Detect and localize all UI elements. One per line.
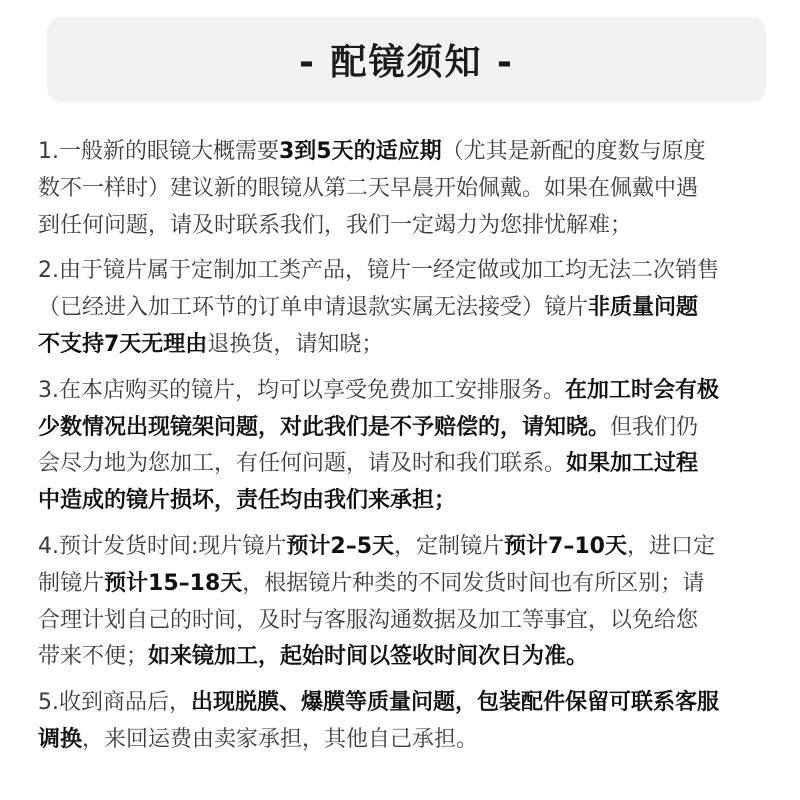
body-text: 退换货，请知晓；: [207, 331, 384, 357]
body-text: 1.一般新的眼镜大概需要: [38, 139, 279, 164]
emphasized-text: 在加工时会有极: [565, 377, 720, 403]
body-text: 制镜片: [38, 570, 105, 596]
text-line: [38, 483, 788, 520]
body-text: 数不一样时）建议新的眼镜从第二天早晨开始佩戴。如果在佩戴中遇: [38, 175, 699, 201]
text-line: [38, 685, 788, 722]
emphasized-text: 3到5天的适应期: [279, 139, 442, 164]
emphasized-text: 如来镜加工，起始时间以签收时间次日为准。: [148, 644, 589, 670]
emphasized-text: 预计2–5天: [286, 533, 395, 559]
emphasized-text: 非质量问题: [588, 295, 699, 321]
emphasized-text: 预计7–10天: [504, 533, 627, 559]
body-text: 到任何问题，请及时联系我们，我们一定竭力为您排忧解难；: [38, 212, 633, 238]
page-title: - 配镜须知 -: [299, 42, 514, 83]
emphasized-text: 不支持7天无理由: [38, 331, 208, 357]
text-line: [38, 639, 788, 676]
text-line: [38, 327, 788, 364]
notice-paragraph-2: [38, 253, 788, 363]
body-text: 带来不便；: [38, 644, 149, 670]
body-text: ，根据镜片种类的不同发货时间也有所区别；请: [242, 570, 705, 596]
text-line: [38, 603, 788, 640]
emphasized-text: 调换: [38, 726, 83, 752]
body-text: 4.预计发货时间:现片镜片: [38, 533, 287, 559]
body-text: ，来回运费由卖家承担，其他自己承担。: [82, 726, 479, 752]
text-line: [38, 208, 788, 245]
notice-paragraph-3: [38, 373, 788, 520]
title-banner: [47, 17, 766, 102]
body-text: 会尽力地为您加工，有任何问题，请及时和我们联系。: [38, 451, 567, 477]
body-text: ，定制镜片: [394, 533, 505, 559]
text-line: [38, 171, 788, 208]
emphasized-text: 预计15–18天: [104, 570, 243, 596]
emphasized-text: 中造成的镜片损坏，责任均由我们来承担；: [38, 488, 457, 514]
body-text: 合理计划自己的时间，及时与客服沟通数据及加工等事宜，以免给您: [38, 607, 699, 633]
body-text: （已经进入加工环节的订单申请退款实属无法接受）镜片: [38, 295, 589, 321]
text-line: [38, 410, 788, 447]
body-text: （尤其是新配的度数与原度: [441, 139, 706, 164]
notice-content: [38, 134, 788, 768]
body-text: 2.由于镜片属于定制加工类产品，镜片一经定做或加工均无法二次销售: [38, 258, 719, 284]
text-line: [38, 722, 788, 759]
text-line: [38, 373, 788, 410]
emphasized-text: 少数情况出现镜架问题，对此我们是不予赔偿的，请知晓。: [38, 414, 611, 440]
text-line: [38, 134, 788, 171]
text-line: [38, 253, 788, 290]
body-text: 3.在本店购买的镜片，均可以享受免费加工安排服务。: [38, 377, 565, 403]
body-text: 但我们仍: [610, 414, 699, 440]
notice-paragraph-5: [38, 685, 788, 759]
text-line: [38, 529, 788, 566]
emphasized-text: 出现脱膜、爆膜等质量问题，包装配件保留可联系客服: [191, 690, 720, 716]
notice-paragraph-1: [38, 134, 788, 244]
body-text: ，进口定: [626, 533, 715, 559]
text-line: [38, 566, 788, 603]
notice-paragraph-4: [38, 529, 788, 676]
text-line: [38, 290, 788, 327]
emphasized-text: 如果加工过程: [566, 451, 699, 477]
body-text: 5.收到商品后，: [38, 690, 191, 716]
text-line: [38, 446, 788, 483]
